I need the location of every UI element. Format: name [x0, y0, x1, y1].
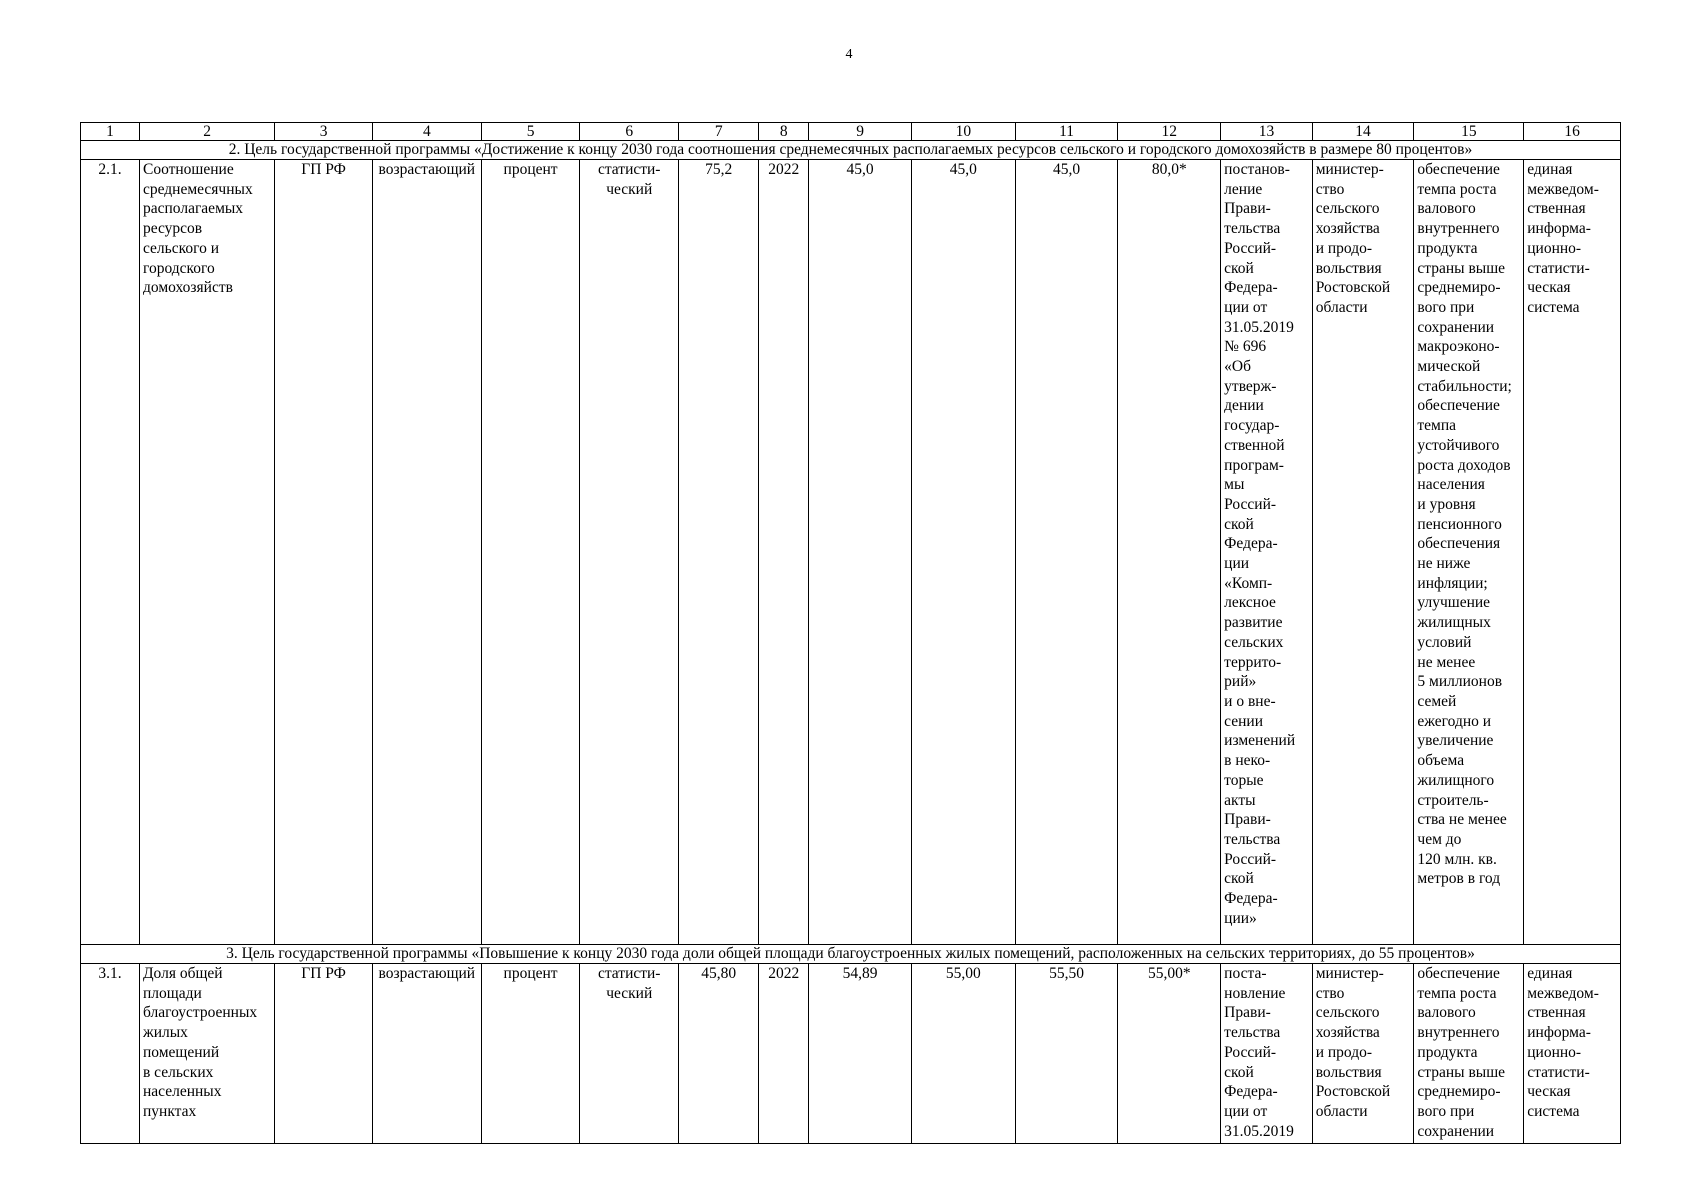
column-number: 7	[679, 123, 759, 141]
column-number: 6	[580, 123, 679, 141]
unit: процент	[481, 964, 580, 1144]
column-number: 15	[1414, 123, 1524, 141]
indicator-trend: возрастающий	[372, 160, 481, 945]
column-numbers-row	[81, 123, 1621, 141]
value-col-9: 45,0	[809, 160, 912, 945]
indicators-table	[80, 122, 1621, 1144]
column-number: 10	[911, 123, 1015, 141]
indicator-type: статисти- ческий	[580, 964, 679, 1144]
base-year: 2022	[759, 964, 809, 1144]
information-system: единая межведом- ственная информа- ционно- статисти- ческая система	[1524, 160, 1621, 945]
national-goal-link: обеспечение темпа роста валового внутреннего продукта страны выше среднемиро- вого при сохранении макроэконо- мической стабильности; обеспечение темпа устойчивого роста доходов населения и уровня пенсионного обеспечения не ниже инфляции; улучшение жилищных условий не менее 5 миллионов семей ежегодно и увеличение объема жилищного строитель- ства не менее чем до 120 млн. кв. метров в год	[1414, 160, 1524, 945]
column-number: 4	[372, 123, 481, 141]
document-reference: постанов- ление Прави- тельства Россий- ской Федера- ции от 31.05.2019 № 696 «Об утверж- дении государ- ственной програм- мы Россий- ской Федера- ции «Комп- лексное развитие сельских террито- рий» и о вне- сении изменений в неко- торые акты Прави- тельства Россий- ской Федера- ции»	[1221, 160, 1313, 945]
base-year: 2022	[759, 160, 809, 945]
indicator-name: Соотношение среднемесячных располагаемых ресурсов сельского и городского домохозяйств	[139, 160, 274, 945]
table-row	[81, 160, 1621, 945]
responsible-body: министер- ство сельского хозяйства и продо- вольствия Ростовской области	[1312, 964, 1414, 1144]
document-reference: поста- новление Прави- тельства Россий- ской Федера- ции от 31.05.2019	[1221, 964, 1313, 1144]
column-number: 12	[1118, 123, 1221, 141]
national-goal-link: обеспечение темпа роста валового внутреннего продукта страны выше среднемиро- вого при сохранении	[1414, 964, 1524, 1144]
section-title: 2. Цель государственной программы «Достижение к концу 2030 года соотношения среднемесячных располагаемых ресурсов сельского и городского домохозяйств в размере 80 процентов»	[81, 141, 1621, 160]
responsible-body: министер- ство сельского хозяйства и продо- вольствия Ростовской области	[1312, 160, 1414, 945]
indicator-type: статисти- ческий	[580, 160, 679, 945]
column-number: 2	[139, 123, 274, 141]
value-col-12: 55,00*	[1118, 964, 1221, 1144]
value-col-10: 45,0	[911, 160, 1015, 945]
column-number: 3	[275, 123, 373, 141]
column-number: 5	[481, 123, 580, 141]
section-title: 3. Цель государственной программы «Повышение к концу 2030 года доли общей площади благоустроенных жилых помещений, расположенных на сельских территориях, до 55 процентов»	[81, 945, 1621, 964]
section-heading-row	[81, 141, 1621, 160]
indicator-trend: возрастающий	[372, 964, 481, 1144]
column-number: 11	[1015, 123, 1118, 141]
value-col-12: 80,0*	[1118, 160, 1221, 945]
value-col-11: 45,0	[1015, 160, 1118, 945]
column-number: 1	[81, 123, 140, 141]
row-number: 2.1.	[81, 160, 140, 945]
column-number: 14	[1312, 123, 1414, 141]
section-heading-row	[81, 945, 1621, 964]
value-col-10: 55,00	[911, 964, 1015, 1144]
table-row	[81, 964, 1621, 1144]
unit: процент	[481, 160, 580, 945]
indicator-level: ГП РФ	[275, 964, 373, 1144]
row-number: 3.1.	[81, 964, 140, 1144]
column-number: 8	[759, 123, 809, 141]
indicator-level: ГП РФ	[275, 160, 373, 945]
column-number: 13	[1221, 123, 1313, 141]
page-number: 4	[845, 47, 853, 62]
indicator-name: Доля общей площади благоустроенных жилых помещений в сельских населенных пунктах	[139, 964, 274, 1144]
base-value: 75,2	[679, 160, 759, 945]
base-value: 45,80	[679, 964, 759, 1144]
value-col-9: 54,89	[809, 964, 912, 1144]
column-number: 9	[809, 123, 912, 141]
column-number: 16	[1524, 123, 1621, 141]
value-col-11: 55,50	[1015, 964, 1118, 1144]
information-system: единая межведом- ственная информа- ционно- статисти- ческая система	[1524, 964, 1621, 1144]
